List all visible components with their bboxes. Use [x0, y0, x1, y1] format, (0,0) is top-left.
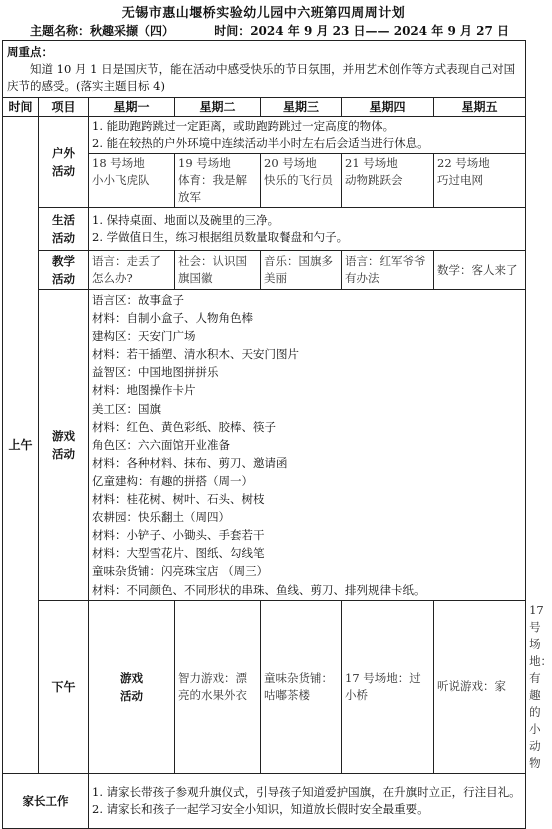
outdoor-goals-row: [3, 117, 526, 154]
subtitle: [30, 22, 545, 39]
afternoon-wed: 17 号场地：过小桥: [342, 600, 434, 773]
parents-item: 2. 请家长和孩子一起学习安全小知识，知道放长假时安全最重要。: [92, 801, 429, 816]
parents-item: 1. 请家长带孩子参观升旗仪式，引导孩子知道爱护国旗，在升旗时立正，行注目礼。: [92, 784, 521, 799]
outdoor-day-thu: 21 号场地 动物跳跃会: [342, 154, 434, 208]
game-line: 材料：自制小盒子、人物角色棒: [92, 311, 253, 326]
col-time: 时间: [3, 98, 39, 117]
weekly-plan-table: [2, 40, 552, 829]
life-item: 2. 学做值日生，练习根据组员数量取餐盘和勺子。: [92, 230, 349, 244]
col-wed: 星期三: [261, 98, 342, 117]
afternoon-tue: 童味杂货铺：咕嘟茶楼: [261, 600, 342, 773]
outdoor-label: 户外 活动: [39, 117, 89, 208]
life-item: 1. 保持桌面、地面以及碗里的三净。: [92, 213, 280, 227]
game-line: 材料：桂花树、树叶、石头、树枝: [92, 492, 265, 507]
col-item: 项目: [39, 98, 89, 117]
focus-cell: [3, 41, 526, 98]
game-line: 材料：小铲子、小锄头、手套若干: [92, 528, 265, 543]
parents-label: 家长工作: [3, 773, 89, 828]
col-thu: 星期四: [342, 98, 434, 117]
parents-row: [3, 773, 526, 828]
outdoor-day-fri: 22 号场地 巧过电网: [434, 154, 526, 208]
teaching-thu: 语言：红军爷爷有办法: [342, 251, 434, 290]
game-line: 角色区：六六面馆开业准备: [92, 437, 230, 452]
header-row: [3, 98, 526, 117]
teaching-wed: 音乐：国旗多美丽: [261, 251, 342, 290]
col-tue: 星期二: [175, 98, 261, 117]
teaching-tue: 社会：认识国旗国徽: [175, 251, 261, 290]
afternoon-thu: 听说游戏：家: [434, 600, 526, 773]
focus-row: [3, 41, 526, 98]
afternoon-label: 下午: [39, 600, 89, 773]
game-line: 益智区：中国地图拼拼乐: [92, 365, 219, 380]
teaching-row: [3, 251, 526, 290]
teaching-mon: 语言：走丢了怎么办?: [89, 251, 175, 290]
games-list: [89, 290, 526, 601]
life-items: [89, 208, 526, 251]
focus-label: 周重点：: [7, 44, 53, 59]
focus-text: 知道 10 月 1 日是国庆节，能在活动中感受快乐的节日氛围，并用艺术创作等方式表现自己对国庆节的感受。(落实主题目标 4): [7, 61, 516, 93]
game-line: 材料：不同颜色、不同形状的串珠、鱼线、剪刀、排列规律卡纸。: [92, 582, 426, 597]
outdoor-day-tue: 19 号场地 体育：我是解放军: [175, 154, 261, 208]
morning-label: 上午: [3, 117, 39, 774]
game-line: 材料：地图操作卡片: [92, 383, 196, 398]
outdoor-goals: [89, 117, 526, 154]
game-line: 材料：红色、黄色彩纸、胶棒、筷子: [92, 419, 276, 434]
teaching-fri: 数学：客人来了: [434, 251, 526, 290]
outdoor-goal: 2. 能在较热的户外环境中连续活动半小时左右后会适当进行休息。: [92, 136, 429, 150]
page-title: 无锡市惠山堰桥实验幼儿园中六班第四周周计划: [121, 6, 406, 21]
game-line: 材料：大型雪花片、图纸、勾线笔: [92, 546, 265, 561]
game-line: 农耕园：快乐翻土（周四）: [92, 510, 230, 525]
outdoor-day-wed: 20 号场地 快乐的飞行员: [261, 154, 342, 208]
time-range: 时间：2024 年 9 月 23 日—— 2024 年 9 月 27 日: [214, 24, 510, 38]
games-row: [3, 290, 526, 601]
theme-label: 主题名称：秋趣采撷（四）: [30, 24, 175, 38]
game-line: 美工区：国旗: [92, 401, 161, 416]
life-label: 生活 活动: [39, 208, 89, 251]
parents-items: [89, 773, 526, 828]
game-line: 材料：各种材料、抹布、剪刀、邀请函: [92, 455, 288, 470]
afternoon-mon: 智力游戏：漂亮的水果外衣: [175, 600, 261, 773]
afternoon-games-label: 游戏 活动: [89, 600, 175, 773]
afternoon-row: 下午 游戏 活动 智力游戏：漂亮的水果外衣 童味杂货铺：咕嘟茶楼 17 号场地：过小桥 听说游戏：家 17 号场地：有趣的小动物: [3, 600, 526, 773]
outdoor-day-mon: 18 号场地 小小飞虎队: [89, 154, 175, 208]
game-line: 建构区：天安门广场: [92, 329, 196, 344]
teaching-label: 教学 活动: [39, 251, 89, 290]
col-mon: 星期一: [89, 98, 175, 117]
life-row: [3, 208, 526, 251]
games-label: 游戏 活动: [39, 290, 89, 601]
game-line: 语言区：故事盒子: [92, 293, 184, 307]
game-line: 材料：若干插塑、清水积木、天安门图片: [92, 347, 299, 362]
outdoor-goal: 1. 能助跑跨跳过一定距离，或助跑跨跳过一定高度的物体。: [92, 119, 395, 133]
game-line: 亿童建构：有趣的拼搭（周一）: [92, 473, 253, 488]
game-line: 童味杂货铺：闪亮珠宝店 （周三）: [92, 564, 269, 579]
col-fri: 星期五: [434, 98, 526, 117]
